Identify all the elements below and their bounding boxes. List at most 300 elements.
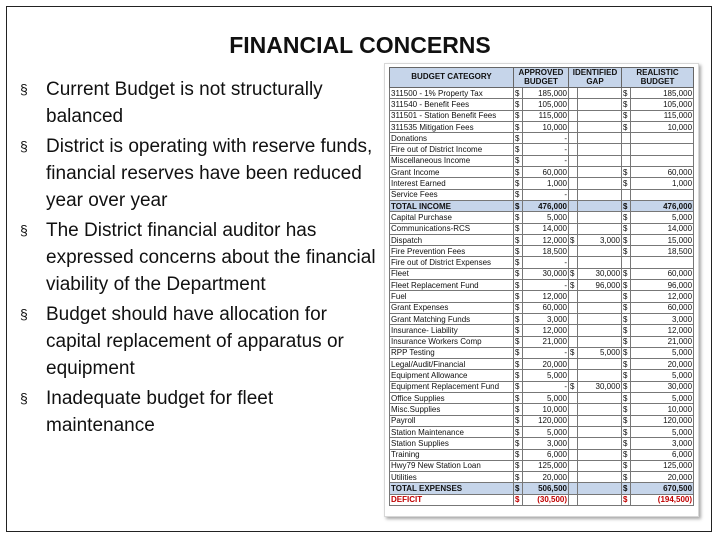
approved-amount-cell: 3,000 bbox=[523, 313, 569, 324]
gap-currency-cell bbox=[569, 110, 578, 121]
realistic-amount-cell: 5,000 bbox=[631, 426, 694, 437]
table-row bbox=[390, 438, 694, 449]
gap-amount-cell bbox=[578, 336, 622, 347]
realistic-amount-cell: 670,500 bbox=[631, 483, 694, 494]
realistic-amount-cell: 60,000 bbox=[631, 302, 694, 313]
table-row bbox=[390, 313, 694, 324]
realistic-amount-cell: 18,500 bbox=[631, 246, 694, 257]
table-row bbox=[390, 404, 694, 415]
table-row bbox=[390, 415, 694, 426]
approved-amount-cell: 5,000 bbox=[523, 370, 569, 381]
approved-currency-cell: $ bbox=[514, 393, 523, 404]
realistic-amount-cell: 476,000 bbox=[631, 200, 694, 211]
realistic-currency-cell: $ bbox=[622, 88, 631, 99]
realistic-currency-cell: $ bbox=[622, 110, 631, 121]
category-cell: RPP Testing bbox=[390, 347, 514, 358]
gap-currency-cell bbox=[569, 415, 578, 426]
approved-currency-cell: $ bbox=[514, 325, 523, 336]
bullet-item bbox=[18, 301, 378, 382]
category-cell: Grant Matching Funds bbox=[390, 313, 514, 324]
approved-currency-cell: $ bbox=[514, 291, 523, 302]
gap-currency-cell bbox=[569, 167, 578, 178]
gap-currency-cell bbox=[569, 370, 578, 381]
gap-amount-cell bbox=[578, 359, 622, 370]
gap-amount-cell bbox=[578, 257, 622, 268]
approved-currency-cell: $ bbox=[514, 483, 523, 494]
approved-amount-cell: 125,000 bbox=[523, 460, 569, 471]
table-row bbox=[390, 449, 694, 460]
approved-currency-cell: $ bbox=[514, 234, 523, 245]
realistic-amount-cell: 5,000 bbox=[631, 212, 694, 223]
category-cell: Donations bbox=[390, 133, 514, 144]
gap-currency-cell: $ bbox=[569, 268, 578, 279]
table-row bbox=[390, 381, 694, 392]
approved-currency-cell: $ bbox=[514, 438, 523, 449]
gap-amount-cell bbox=[578, 212, 622, 223]
approved-currency-cell: $ bbox=[514, 167, 523, 178]
gap-amount-cell: 96,000 bbox=[578, 280, 622, 291]
table-row bbox=[390, 280, 694, 291]
table-row bbox=[390, 178, 694, 189]
category-cell: Hwy79 New Station Loan bbox=[390, 460, 514, 471]
category-cell: Capital Purchase bbox=[390, 212, 514, 223]
approved-currency-cell: $ bbox=[514, 223, 523, 234]
realistic-currency-cell: $ bbox=[622, 280, 631, 291]
gap-amount-cell: 30,000 bbox=[578, 268, 622, 279]
approved-currency-cell: $ bbox=[514, 280, 523, 291]
category-cell: Fire out of District Expenses bbox=[390, 257, 514, 268]
approved-amount-cell: 60,000 bbox=[523, 167, 569, 178]
gap-currency-cell bbox=[569, 393, 578, 404]
table-row bbox=[390, 472, 694, 483]
gap-currency-cell bbox=[569, 449, 578, 460]
realistic-currency-cell: $ bbox=[622, 438, 631, 449]
realistic-amount-cell bbox=[631, 257, 694, 268]
gap-amount-cell bbox=[578, 449, 622, 460]
approved-amount-cell: - bbox=[523, 144, 569, 155]
category-cell: Grant Income bbox=[390, 167, 514, 178]
table-row bbox=[390, 212, 694, 223]
table-row bbox=[390, 110, 694, 121]
table-header-row bbox=[390, 68, 694, 88]
table-row bbox=[390, 426, 694, 437]
gap-amount-cell bbox=[578, 415, 622, 426]
gap-currency-cell bbox=[569, 212, 578, 223]
realistic-currency-cell: $ bbox=[622, 460, 631, 471]
realistic-amount-cell: 125,000 bbox=[631, 460, 694, 471]
gap-currency-cell bbox=[569, 121, 578, 132]
approved-amount-cell: 506,500 bbox=[523, 483, 569, 494]
category-cell: Miscellaneous Income bbox=[390, 155, 514, 166]
approved-amount-cell: 12,000 bbox=[523, 325, 569, 336]
gap-amount-cell bbox=[578, 155, 622, 166]
approved-currency-cell: $ bbox=[514, 155, 523, 166]
approved-amount-cell: - bbox=[523, 133, 569, 144]
realistic-currency-cell: $ bbox=[622, 178, 631, 189]
approved-currency-cell: $ bbox=[514, 381, 523, 392]
realistic-currency-cell: $ bbox=[622, 291, 631, 302]
approved-amount-cell: 115,000 bbox=[523, 110, 569, 121]
realistic-currency-cell bbox=[622, 133, 631, 144]
gap-currency-cell bbox=[569, 336, 578, 347]
table-row bbox=[390, 347, 694, 358]
header-realistic-budget: REALISTIC BUDGET bbox=[622, 68, 694, 88]
approved-amount-cell: 18,500 bbox=[523, 246, 569, 257]
gap-currency-cell: $ bbox=[569, 347, 578, 358]
approved-amount-cell: 476,000 bbox=[523, 200, 569, 211]
approved-currency-cell: $ bbox=[514, 178, 523, 189]
gap-amount-cell bbox=[578, 438, 622, 449]
approved-currency-cell: $ bbox=[514, 370, 523, 381]
realistic-currency-cell: $ bbox=[622, 359, 631, 370]
approved-currency-cell: $ bbox=[514, 110, 523, 121]
realistic-amount-cell: 185,000 bbox=[631, 88, 694, 99]
approved-amount-cell: - bbox=[523, 347, 569, 358]
approved-amount-cell: 3,000 bbox=[523, 438, 569, 449]
realistic-amount-cell: (194,500) bbox=[631, 494, 694, 505]
category-cell: Insurance- Liability bbox=[390, 325, 514, 336]
realistic-amount-cell: 15,000 bbox=[631, 234, 694, 245]
approved-currency-cell: $ bbox=[514, 472, 523, 483]
realistic-amount-cell: 3,000 bbox=[631, 438, 694, 449]
gap-currency-cell: $ bbox=[569, 381, 578, 392]
realistic-currency-cell: $ bbox=[622, 268, 631, 279]
gap-amount-cell bbox=[578, 110, 622, 121]
gap-amount-cell bbox=[578, 302, 622, 313]
category-cell: Service Fees bbox=[390, 189, 514, 200]
gap-amount-cell bbox=[578, 313, 622, 324]
realistic-amount-cell: 14,000 bbox=[631, 223, 694, 234]
realistic-currency-cell bbox=[622, 257, 631, 268]
approved-amount-cell: 12,000 bbox=[523, 291, 569, 302]
realistic-amount-cell: 12,000 bbox=[631, 291, 694, 302]
realistic-currency-cell: $ bbox=[622, 223, 631, 234]
realistic-currency-cell bbox=[622, 144, 631, 155]
gap-currency-cell bbox=[569, 189, 578, 200]
approved-currency-cell: $ bbox=[514, 336, 523, 347]
gap-amount-cell bbox=[578, 291, 622, 302]
approved-amount-cell: 10,000 bbox=[523, 121, 569, 132]
gap-currency-cell bbox=[569, 246, 578, 257]
realistic-currency-cell: $ bbox=[622, 167, 631, 178]
category-cell: 311501 - Station Benefit Fees bbox=[390, 110, 514, 121]
category-cell: 311500 - 1% Property Tax bbox=[390, 88, 514, 99]
approved-amount-cell: 20,000 bbox=[523, 472, 569, 483]
realistic-amount-cell: 20,000 bbox=[631, 472, 694, 483]
realistic-amount-cell: 5,000 bbox=[631, 347, 694, 358]
realistic-currency-cell: $ bbox=[622, 246, 631, 257]
gap-currency-cell bbox=[569, 472, 578, 483]
approved-currency-cell: $ bbox=[514, 212, 523, 223]
table-row bbox=[390, 370, 694, 381]
category-cell: Communications-RCS bbox=[390, 223, 514, 234]
gap-currency-cell bbox=[569, 178, 578, 189]
approved-amount-cell: 120,000 bbox=[523, 415, 569, 426]
header-budget-category: BUDGET CATEGORY bbox=[390, 68, 514, 88]
gap-amount-cell bbox=[578, 189, 622, 200]
table-row bbox=[390, 460, 694, 471]
approved-amount-cell: 105,000 bbox=[523, 99, 569, 110]
realistic-amount-cell: 10,000 bbox=[631, 404, 694, 415]
realistic-currency-cell: $ bbox=[622, 234, 631, 245]
category-cell: Fleet Replacement Fund bbox=[390, 280, 514, 291]
bullet-item bbox=[18, 217, 378, 298]
realistic-amount-cell bbox=[631, 189, 694, 200]
gap-amount-cell bbox=[578, 246, 622, 257]
gap-currency-cell bbox=[569, 302, 578, 313]
gap-currency-cell bbox=[569, 460, 578, 471]
category-cell: Equipment Allowance bbox=[390, 370, 514, 381]
table-row bbox=[390, 246, 694, 257]
realistic-currency-cell: $ bbox=[622, 325, 631, 336]
gap-currency-cell bbox=[569, 223, 578, 234]
gap-amount-cell bbox=[578, 99, 622, 110]
bullet-marker: § bbox=[20, 390, 28, 406]
category-cell: Station Maintenance bbox=[390, 426, 514, 437]
approved-currency-cell: $ bbox=[514, 404, 523, 415]
gap-amount-cell bbox=[578, 460, 622, 471]
category-cell: Equipment Replacement Fund bbox=[390, 381, 514, 392]
approved-amount-cell: 1,000 bbox=[523, 178, 569, 189]
realistic-currency-cell: $ bbox=[622, 313, 631, 324]
bullet-text: District is operating with reserve funds, financial reserves have been reduced year over year bbox=[46, 136, 373, 211]
category-cell: Station Supplies bbox=[390, 438, 514, 449]
realistic-currency-cell: $ bbox=[622, 404, 631, 415]
realistic-amount-cell: 96,000 bbox=[631, 280, 694, 291]
realistic-amount-cell: 5,000 bbox=[631, 370, 694, 381]
bullet-item bbox=[18, 133, 378, 214]
approved-currency-cell: $ bbox=[514, 460, 523, 471]
budget-table-body bbox=[390, 88, 694, 506]
category-cell: Fleet bbox=[390, 268, 514, 279]
gap-currency-cell bbox=[569, 133, 578, 144]
realistic-amount-cell: 12,000 bbox=[631, 325, 694, 336]
gap-currency-cell bbox=[569, 291, 578, 302]
table-row bbox=[390, 155, 694, 166]
realistic-amount-cell: 3,000 bbox=[631, 313, 694, 324]
table-row bbox=[390, 302, 694, 313]
approved-currency-cell: $ bbox=[514, 257, 523, 268]
gap-amount-cell bbox=[578, 223, 622, 234]
gap-amount-cell bbox=[578, 200, 622, 211]
gap-currency-cell bbox=[569, 257, 578, 268]
realistic-amount-cell: 115,000 bbox=[631, 110, 694, 121]
realistic-amount-cell: 10,000 bbox=[631, 121, 694, 132]
table-row bbox=[390, 133, 694, 144]
approved-amount-cell: - bbox=[523, 280, 569, 291]
approved-amount-cell: 6,000 bbox=[523, 449, 569, 460]
approved-amount-cell: 21,000 bbox=[523, 336, 569, 347]
bullet-marker: § bbox=[20, 222, 28, 238]
realistic-currency-cell: $ bbox=[622, 483, 631, 494]
gap-amount-cell bbox=[578, 370, 622, 381]
approved-currency-cell: $ bbox=[514, 88, 523, 99]
category-cell: 311535 Mitigation Fees bbox=[390, 121, 514, 132]
budget-table bbox=[389, 67, 694, 506]
realistic-currency-cell: $ bbox=[622, 393, 631, 404]
table-row bbox=[390, 268, 694, 279]
approved-currency-cell: $ bbox=[514, 189, 523, 200]
category-cell: Misc.Supplies bbox=[390, 404, 514, 415]
gap-currency-cell bbox=[569, 99, 578, 110]
table-row bbox=[390, 291, 694, 302]
gap-amount-cell bbox=[578, 472, 622, 483]
bullet-item bbox=[18, 385, 378, 439]
approved-currency-cell: $ bbox=[514, 359, 523, 370]
approved-amount-cell: 10,000 bbox=[523, 404, 569, 415]
deficit-row bbox=[390, 494, 694, 505]
category-cell: DEFICIT bbox=[390, 494, 514, 505]
approved-amount-cell: 12,000 bbox=[523, 234, 569, 245]
category-cell: Office Supplies bbox=[390, 393, 514, 404]
realistic-amount-cell: 120,000 bbox=[631, 415, 694, 426]
approved-currency-cell: $ bbox=[514, 415, 523, 426]
realistic-amount-cell: 105,000 bbox=[631, 99, 694, 110]
table-row bbox=[390, 336, 694, 347]
gap-amount-cell bbox=[578, 494, 622, 505]
approved-amount-cell: 5,000 bbox=[523, 393, 569, 404]
approved-currency-cell: $ bbox=[514, 200, 523, 211]
approved-currency-cell: $ bbox=[514, 449, 523, 460]
gap-currency-cell bbox=[569, 426, 578, 437]
total-row bbox=[390, 483, 694, 494]
category-cell: Training bbox=[390, 449, 514, 460]
gap-currency-cell bbox=[569, 325, 578, 336]
realistic-currency-cell: $ bbox=[622, 121, 631, 132]
realistic-currency-cell: $ bbox=[622, 449, 631, 460]
header-approved-budget: APPROVED BUDGET bbox=[514, 68, 569, 88]
realistic-currency-cell: $ bbox=[622, 426, 631, 437]
realistic-currency-cell: $ bbox=[622, 494, 631, 505]
gap-amount-cell bbox=[578, 325, 622, 336]
gap-amount-cell bbox=[578, 144, 622, 155]
realistic-currency-cell: $ bbox=[622, 200, 631, 211]
table-row bbox=[390, 121, 694, 132]
table-row bbox=[390, 393, 694, 404]
category-cell: Insurance Workers Comp bbox=[390, 336, 514, 347]
category-cell: Fire Prevention Fees bbox=[390, 246, 514, 257]
gap-amount-cell bbox=[578, 483, 622, 494]
realistic-currency-cell: $ bbox=[622, 212, 631, 223]
realistic-amount-cell bbox=[631, 144, 694, 155]
gap-amount-cell bbox=[578, 88, 622, 99]
gap-amount-cell bbox=[578, 121, 622, 132]
bullet-marker: § bbox=[20, 138, 28, 154]
bullet-text: Inadequate budget for fleet maintenance bbox=[46, 388, 274, 436]
gap-amount-cell: 30,000 bbox=[578, 381, 622, 392]
category-cell: Fuel bbox=[390, 291, 514, 302]
realistic-currency-cell: $ bbox=[622, 381, 631, 392]
bullet-marker: § bbox=[20, 81, 28, 97]
realistic-amount-cell: 6,000 bbox=[631, 449, 694, 460]
gap-currency-cell: $ bbox=[569, 234, 578, 245]
realistic-amount-cell: 20,000 bbox=[631, 359, 694, 370]
gap-amount-cell bbox=[578, 393, 622, 404]
realistic-amount-cell bbox=[631, 133, 694, 144]
gap-amount-cell bbox=[578, 178, 622, 189]
table-row bbox=[390, 359, 694, 370]
realistic-amount-cell: 21,000 bbox=[631, 336, 694, 347]
approved-amount-cell: 60,000 bbox=[523, 302, 569, 313]
gap-currency-cell: $ bbox=[569, 280, 578, 291]
realistic-currency-cell: $ bbox=[622, 415, 631, 426]
approved-amount-cell: (30,500) bbox=[523, 494, 569, 505]
gap-amount-cell bbox=[578, 133, 622, 144]
category-cell: Dispatch bbox=[390, 234, 514, 245]
approved-amount-cell: 20,000 bbox=[523, 359, 569, 370]
approved-currency-cell: $ bbox=[514, 246, 523, 257]
total-row bbox=[390, 200, 694, 211]
gap-amount-cell: 3,000 bbox=[578, 234, 622, 245]
realistic-currency-cell: $ bbox=[622, 347, 631, 358]
category-cell: Payroll bbox=[390, 415, 514, 426]
realistic-amount-cell: 60,000 bbox=[631, 167, 694, 178]
approved-amount-cell: 30,000 bbox=[523, 268, 569, 279]
gap-currency-cell bbox=[569, 88, 578, 99]
category-cell: Legal/Audit/Financial bbox=[390, 359, 514, 370]
approved-currency-cell: $ bbox=[514, 302, 523, 313]
approved-amount-cell: - bbox=[523, 155, 569, 166]
gap-amount-cell: 5,000 bbox=[578, 347, 622, 358]
table-row bbox=[390, 144, 694, 155]
table-row bbox=[390, 88, 694, 99]
realistic-amount-cell: 30,000 bbox=[631, 381, 694, 392]
approved-currency-cell: $ bbox=[514, 99, 523, 110]
realistic-currency-cell bbox=[622, 189, 631, 200]
approved-currency-cell: $ bbox=[514, 494, 523, 505]
table-row bbox=[390, 99, 694, 110]
approved-currency-cell: $ bbox=[514, 121, 523, 132]
gap-currency-cell bbox=[569, 404, 578, 415]
gap-currency-cell bbox=[569, 483, 578, 494]
table-row bbox=[390, 234, 694, 245]
bullet-item bbox=[18, 76, 378, 130]
category-cell: Fire out of District Income bbox=[390, 144, 514, 155]
category-cell: Interest Earned bbox=[390, 178, 514, 189]
table-row bbox=[390, 325, 694, 336]
bullet-list bbox=[18, 76, 378, 442]
approved-currency-cell: $ bbox=[514, 133, 523, 144]
table-row bbox=[390, 167, 694, 178]
approved-amount-cell: - bbox=[523, 189, 569, 200]
realistic-currency-cell: $ bbox=[622, 99, 631, 110]
table-row bbox=[390, 189, 694, 200]
approved-currency-cell: $ bbox=[514, 426, 523, 437]
gap-currency-cell bbox=[569, 200, 578, 211]
slide-title: FINANCIAL CONCERNS bbox=[229, 32, 491, 58]
approved-amount-cell: - bbox=[523, 257, 569, 268]
gap-currency-cell bbox=[569, 155, 578, 166]
approved-amount-cell: 5,000 bbox=[523, 212, 569, 223]
category-cell: TOTAL EXPENSES bbox=[390, 483, 514, 494]
realistic-amount-cell: 5,000 bbox=[631, 393, 694, 404]
approved-amount-cell: 185,000 bbox=[523, 88, 569, 99]
gap-amount-cell bbox=[578, 404, 622, 415]
realistic-currency-cell bbox=[622, 155, 631, 166]
gap-currency-cell bbox=[569, 313, 578, 324]
bullet-marker: § bbox=[20, 306, 28, 322]
bullet-text: The District financial auditor has expressed concerns about the financial viability of the Department bbox=[46, 220, 376, 295]
gap-currency-cell bbox=[569, 494, 578, 505]
realistic-currency-cell: $ bbox=[622, 472, 631, 483]
realistic-currency-cell: $ bbox=[622, 370, 631, 381]
approved-amount-cell: - bbox=[523, 381, 569, 392]
category-cell: Grant Expenses bbox=[390, 302, 514, 313]
table-row bbox=[390, 223, 694, 234]
realistic-amount-cell: 60,000 bbox=[631, 268, 694, 279]
category-cell: Utilities bbox=[390, 472, 514, 483]
approved-currency-cell: $ bbox=[514, 347, 523, 358]
